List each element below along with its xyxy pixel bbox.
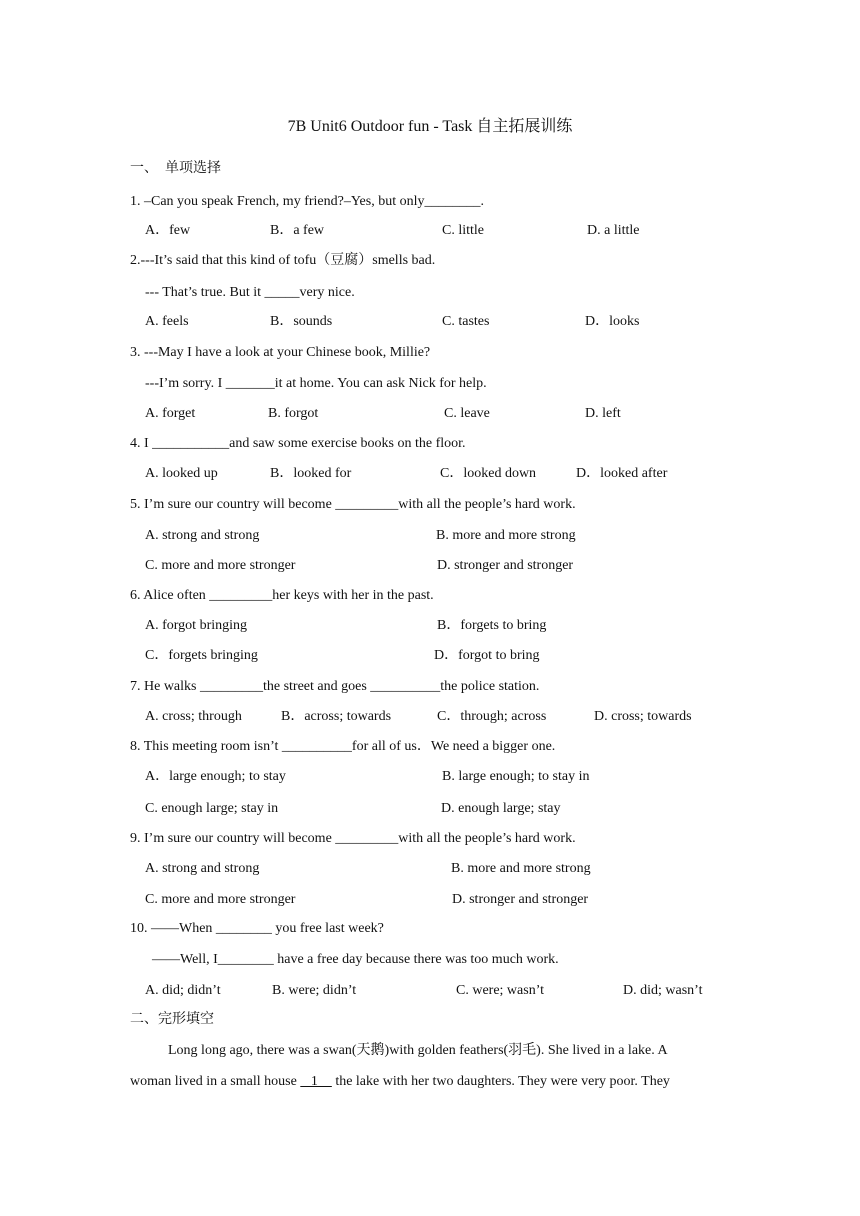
question-6-option-b: B．forgets to bring — [437, 618, 547, 633]
question-3-stem: 3. ---May I have a look at your Chinese book, Millie? — [130, 345, 431, 360]
cloze-blank-1: 1 — [300, 1074, 332, 1089]
question-8-option-a: A．large enough; to stay — [145, 769, 286, 784]
question-8-option-c: C. enough large; stay in — [145, 801, 279, 816]
question-4-option-c: C．looked down — [440, 466, 537, 481]
question-10-option-b: B. were; didn’t — [272, 983, 357, 998]
passage-line-2 — [130, 1075, 670, 1089]
question-1-stem: 1. –Can you speak French, my friend?–Yes, but only________. — [130, 194, 484, 209]
question-1-option-d: D. a little — [587, 223, 640, 238]
question-7-option-c: C．through; across — [437, 709, 547, 724]
question-4-stem: 4. I ___________and saw some exercise books on the floor. — [130, 436, 466, 451]
question-6-option-c: C．forgets bringing — [145, 648, 258, 663]
passage-line-2-end: the lake with her two daughters. They were very poor. They — [331, 1074, 670, 1089]
question-3-stem-line2: ---I’m sorry. I _______it at home. You can ask Nick for help. — [145, 376, 487, 391]
question-5-option-c: C. more and more stronger — [145, 558, 296, 573]
question-2-option-c: C. tastes — [442, 314, 490, 329]
question-4-option-a: A. looked up — [145, 466, 218, 481]
question-10-option-c: C. were; wasn’t — [456, 983, 544, 998]
question-9-option-a: A. strong and strong — [145, 861, 260, 876]
question-5-option-d: D. stronger and stronger — [437, 558, 574, 573]
question-3-option-d: D. left — [585, 406, 621, 421]
section-heading-cloze: 二、完形填空 — [130, 1012, 214, 1027]
question-2-stem: 2.---It’s said that this kind of tofu（豆腐）smells bad. — [130, 253, 436, 268]
page-title: 7B Unit6 Outdoor fun - Task 自主拓展训练 — [287, 118, 573, 135]
question-10-stem: 10. ——When ________ you free last week? — [130, 921, 384, 936]
question-10-stem-line2: ——Well, I________ have a free day because there was too much work. — [152, 952, 559, 967]
question-7-option-b: B．across; towards — [281, 709, 392, 724]
passage-line-1: Long long ago, there was a swan(天鹅)with golden feathers(羽毛). She lived in a lake. A — [168, 1043, 668, 1058]
question-7-option-d: D. cross; towards — [594, 709, 692, 724]
question-6-option-a: A. forgot bringing — [145, 618, 248, 633]
question-5-option-b: B. more and more strong — [436, 528, 576, 543]
question-7-stem: 7. He walks _________the street and goes __________the police station. — [130, 679, 540, 694]
question-10-option-a: A. did; didn’t — [145, 983, 221, 998]
question-1-option-a: A．few — [145, 223, 191, 238]
question-1-option-b: B．a few — [270, 223, 325, 238]
question-8-option-b: B. large enough; to stay in — [442, 769, 590, 784]
question-9-option-c: C. more and more stronger — [145, 892, 296, 907]
question-4-option-d: D．looked after — [576, 466, 668, 481]
passage-line-2-start: woman lived in a small house — [130, 1074, 301, 1089]
question-9-stem: 9. I’m sure our country will become _________with all the people’s hard work. — [130, 831, 576, 846]
question-8-option-d: D. enough large; stay — [441, 801, 561, 816]
question-7-option-a: A. cross; through — [145, 709, 242, 724]
question-2-option-d: D．looks — [585, 314, 640, 329]
question-10-option-d: D. did; wasn’t — [623, 983, 703, 998]
question-4-option-b: B．looked for — [270, 466, 352, 481]
question-9-option-d: D. stronger and stronger — [452, 892, 589, 907]
question-2-stem-line2: --- That’s true. But it _____very nice. — [145, 285, 355, 300]
question-3-option-c: C. leave — [444, 406, 490, 421]
question-8-stem: 8. This meeting room isn’t __________for all of us．We need a bigger one. — [130, 739, 556, 754]
section-heading-single-choice: 一、 单项选择 — [130, 161, 221, 176]
question-6-stem: 6. Alice often _________her keys with her in the past. — [130, 588, 434, 603]
question-3-option-b: B. forgot — [268, 406, 319, 421]
question-9-option-b: B. more and more strong — [451, 861, 591, 876]
question-5-stem: 5. I’m sure our country will become _________with all the people’s hard work. — [130, 497, 576, 512]
question-3-option-a: A. forget — [145, 406, 196, 421]
question-5-option-a: A. strong and strong — [145, 528, 260, 543]
question-2-option-a: A. feels — [145, 314, 189, 329]
question-6-option-d: D．forgot to bring — [434, 648, 540, 663]
question-1-option-c: C. little — [442, 223, 484, 238]
question-2-option-b: B．sounds — [270, 314, 333, 329]
